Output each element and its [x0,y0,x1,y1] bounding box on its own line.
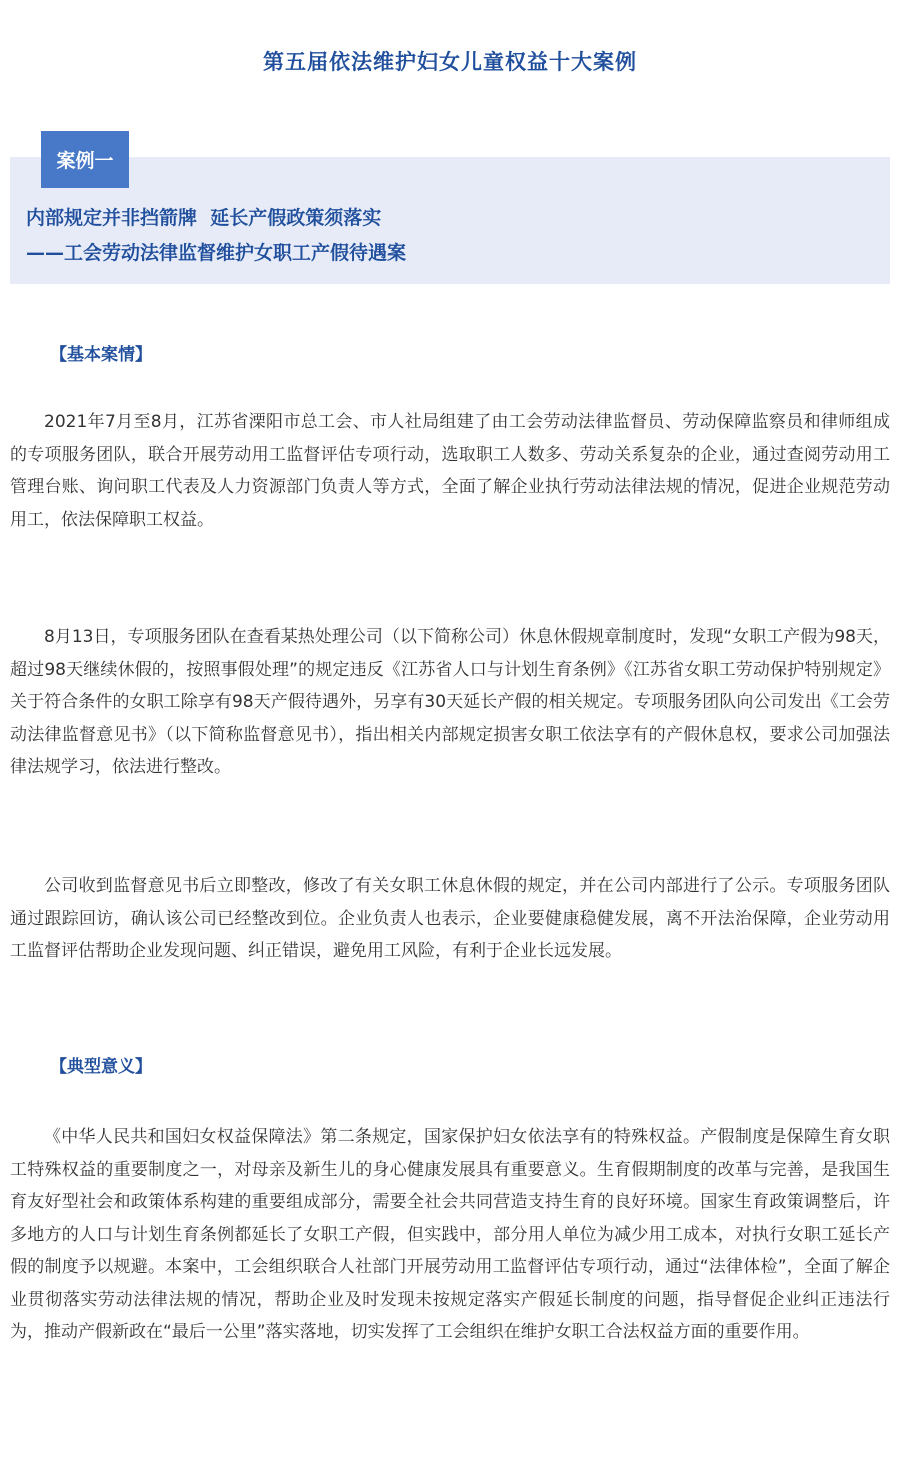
case-number-tag: 案例一 [41,131,129,188]
significance-paragraph: 《中华人民共和国妇女权益保障法》第二条规定，国家保护妇女依法享有的特殊权益。产假制度是保障生育女职工特殊权益的重要制度之一，对母亲及新生儿的身心健康发展具有重要意义。生育假期制度的改革与完善，是我国生育友好型社会和政策体系构建的重要组成部分，需要全社会共同营造支持生育的良好环境。国家生育政策调整后，许多地方的人口与计划生育条例都延长了女职工产假，但实践中，部分用人单位为减少用工成本，对执行女职工延长产假的制度予以规避。本案中，工会组织联合人社部门开展劳动用工监督评估专项行动，通过“法律体检”，全面了解企业贯彻落实劳动法律法规的情况，帮助企业及时发现未按规定落实产假延长制度的问题，指导督促企业纠正违法行为，推动产假新政在“最后一公里”落实落地，切实发挥了工会组织在维护女职工合法权益方面的重要作用。 [10,1127,890,1342]
basic-facts-heading: 【基本案情】 [50,345,152,365]
page-title: 第五届依法维护妇女儿童权益十大案例 [263,50,637,74]
case-title-line-2: ——工会劳动法律监督维护女职工产假待遇案 [26,242,407,264]
basic-facts-paragraph-3: 公司收到监督意见书后立即整改，修改了有关女职工休息休假的规定，并在公司内部进行了公示。专项服务团队通过跟踪回访，确认该公司已经整改到位。企业负责人也表示，企业要健康稳健发展，离不开法治保障，企业劳动用工监督评估帮助企业发现问题、纠正错误，避免用工风险，有利于企业长远发展。 [10,876,890,961]
basic-facts-paragraph-1: 2021年7月至8月，江苏省溧阳市总工会、市人社局组建了由工会劳动法律监督员、劳动保障监察员和律师组成的专项服务团队，联合开展劳动用工监督评估专项行动，选取职工人数多、劳动关系复杂的企业，通过查阅劳动用工管理台账、询问职工代表及人力资源部门负责人等方式，全面了解企业执行劳动法律法规的情况，促进企业规范劳动用工，依法保障职工权益。 [10,412,890,530]
significance-heading: 【典型意义】 [50,1057,152,1077]
case-title-line-1: 内部规定并非挡箭牌 延长产假政策须落实 [26,207,382,229]
basic-facts-paragraph-2: 8月13日，专项服务团队在查看某热处理公司（以下简称公司）休息休假规章制度时，发现“女职工产假为98天，超过98天继续休假的，按照事假处理”的规定违反《江苏省人口与计划生育条例》《江苏省女职工劳动保护特别规定》关于符合条件的女职工除享有98天产假待遇外，另享有30天延长产假的相关规定。专项服务团队向公司发出《工会劳动法律监督意见书》（以下简称监督意见书），指出相关内部规定损害女职工依法享有的产假休息权，要求公司加强法律法规学习，依法进行整改。 [10,627,890,777]
